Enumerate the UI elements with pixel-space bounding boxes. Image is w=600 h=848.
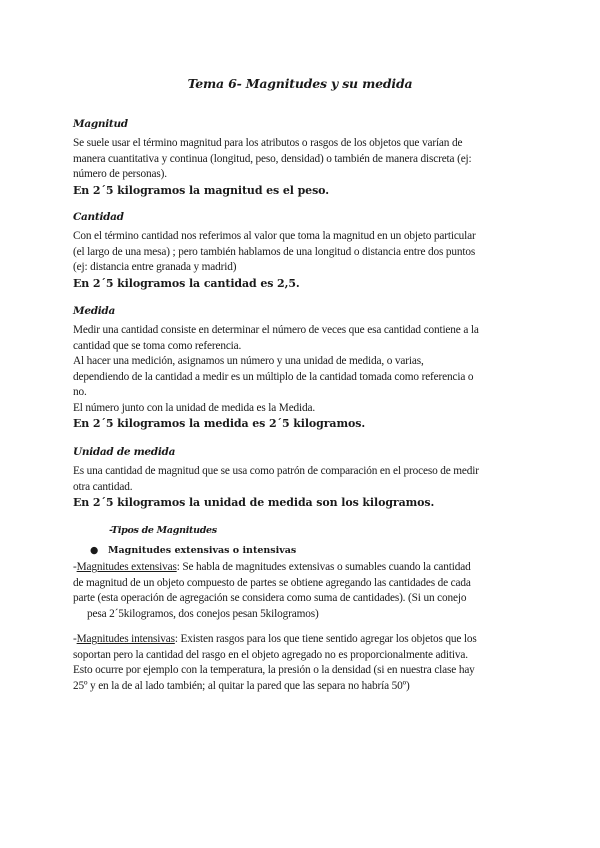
paragraph-line: Al hacer una medición, asignamos un número y una unidad de medida, o varias, [73, 355, 424, 367]
section-heading: Unidad de medida [73, 446, 176, 458]
term-definition: : Se habla de magnitudes extensivas o sumables cuando la cantidad [176, 561, 471, 573]
section-heading: Magnitud [73, 118, 128, 130]
term-definition: : Existen rasgos para los que tiene sentido agregar los objetos que los [174, 633, 477, 645]
bullet-icon: ● [90, 545, 99, 556]
paragraph-line: El número junto con la unidad de medida es la Medida. [73, 401, 316, 414]
paragraph-line: parte (esta operación de agregación se considera como suma de cantidades). (Si un conejo [73, 592, 467, 604]
paragraph-line: número de personas). [73, 168, 167, 180]
paragraph-line [73, 560, 538, 576]
bullet-item [90, 545, 296, 556]
term-intensivas: Magnitudes intensivas [76, 633, 175, 645]
section-magnitud [73, 118, 533, 199]
intensive-paragraph [73, 632, 538, 694]
example-line: En 2´5 kilogramos la cantidad es 2,5. [73, 276, 300, 290]
paragraph-line [73, 632, 538, 648]
example-line: En 2´5 kilogramos la magnitud es el peso. [73, 183, 329, 197]
dash-prefix: - [73, 633, 77, 645]
term-extensivas: Magnitudes extensivas [76, 561, 177, 573]
paragraph-line: no. [73, 386, 87, 398]
dash-prefix: - [73, 561, 77, 573]
paragraph-line: Es una cantidad de magnitud que se usa como patrón de comparación en el proceso de medir [73, 465, 479, 477]
section-heading: Cantidad [73, 211, 124, 223]
section-medida [73, 305, 533, 432]
paragraph-line: Medir una cantidad consiste en determinar el número de veces que esa cantidad contiene a la [73, 324, 479, 336]
paragraph-line: (ej: distancia entre granada y madrid) [73, 261, 237, 273]
paragraph-line: cantidad que se toma como referencia. [73, 339, 242, 352]
paragraph-line: pesa 2´5kilogramos, dos conejos pesan 5kilogramos) [87, 607, 319, 620]
paragraph-line: dependiendo de la cantidad a medir es un múltiplo de la cantidad tomada como referencia o [73, 370, 474, 383]
example-line: En 2´5 kilogramos la unidad de medida son los kilogramos. [73, 496, 435, 509]
types-heading: -Tipos de Magnitudes [109, 525, 217, 536]
page-title: Tema 6- Magnitudes y su medida [187, 76, 413, 91]
section-cantidad [73, 211, 533, 292]
paragraph-line: Esto ocurre por ejemplo con la temperatura, la presión o la densidad (si en nuestra clase hay [73, 664, 475, 676]
section-heading: Medida [73, 305, 115, 317]
paragraph-line: otra cantidad. [73, 480, 133, 493]
paragraph-line: soportan pero la cantidad del rasgo en el objeto agregado no es proporcionalmente aditiva. [73, 648, 468, 661]
section-unidad-de-medida [73, 446, 533, 511]
extensive-paragraph [73, 560, 538, 622]
paragraph-line: (el largo de una mesa) ; pero también hablamos de una longitud o distancia entre dos puntos [73, 245, 476, 258]
bullet-text: Magnitudes extensivas o intensivas [108, 545, 297, 556]
paragraph-line: de magnitud de un objeto compuesto de partes se obtiene agregando las cantidades de cada [73, 576, 471, 589]
paragraph-line: Con el término cantidad nos referimos al valor que toma la magnitud en un objeto particular [73, 230, 476, 242]
example-line: En 2´5 kilogramos la medida es 2´5 kilogramos. [73, 417, 366, 430]
paragraph-line: Se suele usar el término magnitud para los atributos o rasgos de los objetos que varían de [73, 137, 463, 149]
paragraph-line: 25º y en la de al lado también; al quitar la pared que las separa no habría 50º) [73, 679, 410, 692]
paragraph-line: manera cuantitativa y continua (longitud, peso, densidad) o también de manera discreta (ej: [73, 152, 472, 165]
